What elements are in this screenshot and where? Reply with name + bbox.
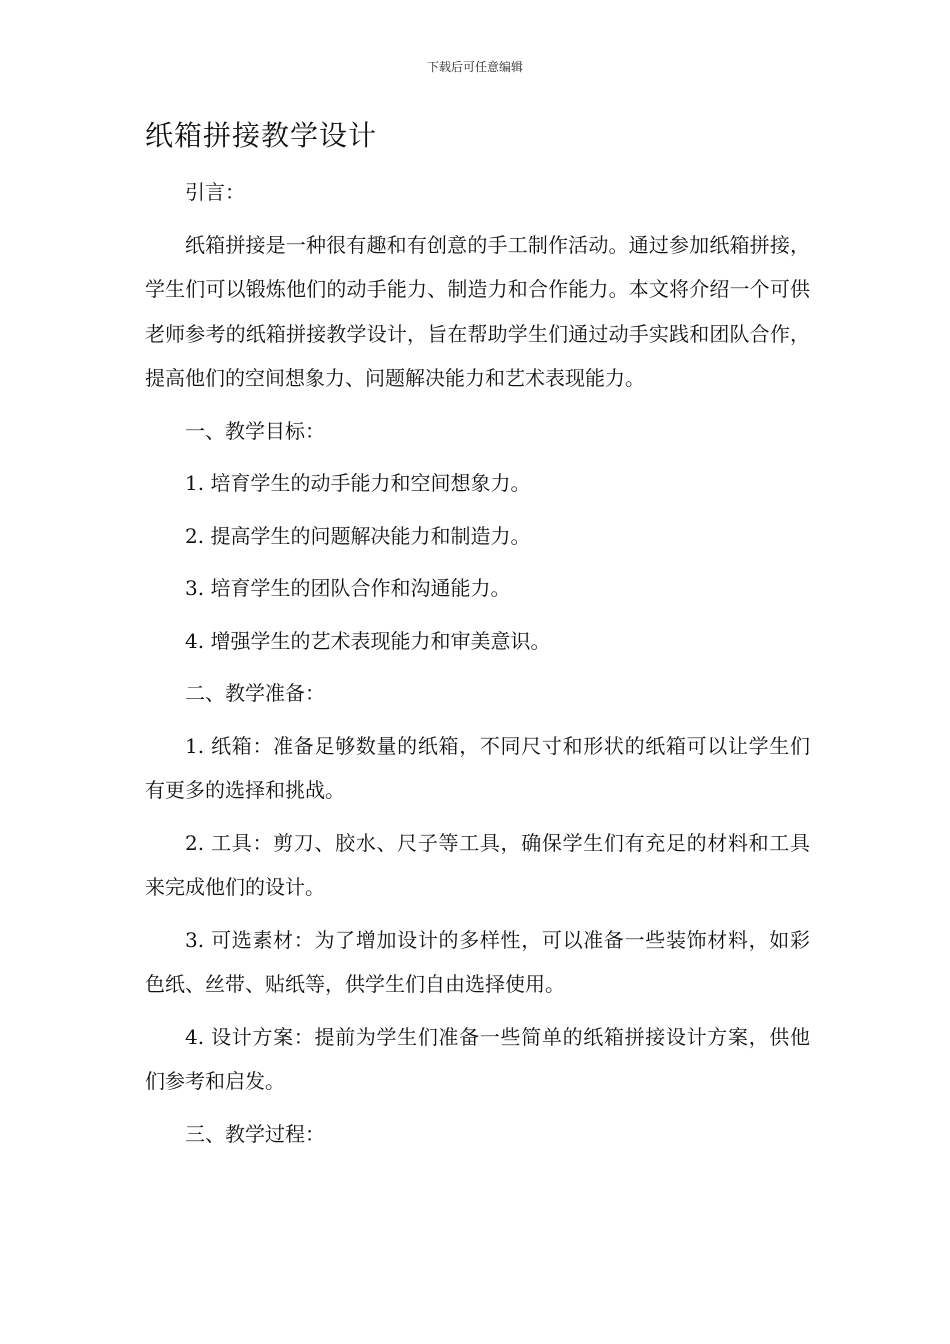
- objective-item-3: 3. 培育学生的团队合作和沟通能力。: [185, 576, 511, 600]
- preparation-item-1: 1. 纸箱：准备足够数量的纸箱，不同尺寸和形状的纸箱可以让学生们有更多的选择和挑战。: [145, 733, 810, 802]
- document-title: 纸箱拼接教学设计: [145, 119, 378, 152]
- section-1-heading: 一、教学目标：: [185, 418, 325, 443]
- objective-item-1: 1. 培育学生的动手能力和空间想象力。: [185, 471, 531, 495]
- preparation-item-2: 2. 工具：剪刀、胶水、尺子等工具，确保学生们有充足的材料和工具来完成他们的设计。: [145, 830, 810, 899]
- intro-paragraph: 纸箱拼接是一种很有趣和有创意的手工制作活动。通过参加纸箱拼接，学生们可以锻炼他们的动手能力、制造力和合作能力。本文将介绍一个可供老师参考的纸箱拼接教学设计，旨在帮助学生们通过动手实践和团队合作，提高他们的空间想象力、问题解决能力和艺术表现能力。: [145, 232, 810, 390]
- section-3-heading: 三、教学过程：: [185, 1121, 325, 1146]
- document-body: [145, 170, 810, 1164]
- section-2-heading: 二、教学准备：: [185, 681, 325, 705]
- objective-item-2: 2. 提高学生的问题解决能力和制造力。: [185, 523, 531, 548]
- preparation-item-3: 3. 可选素材：为了增加设计的多样性，可以准备一些装饰材料，如彩色纸、丝带、贴纸等，供学生们自由选择使用。: [145, 927, 810, 996]
- header-note: 下载后可任意编辑: [426, 60, 523, 74]
- intro-label: 引言：: [185, 180, 245, 204]
- objective-item-4: 4. 增强学生的艺术表现能力和审美意识。: [185, 628, 551, 653]
- preparation-item-4: 4. 设计方案：提前为学生们准备一些简单的纸箱拼接设计方案，供他们参考和启发。: [145, 1024, 810, 1093]
